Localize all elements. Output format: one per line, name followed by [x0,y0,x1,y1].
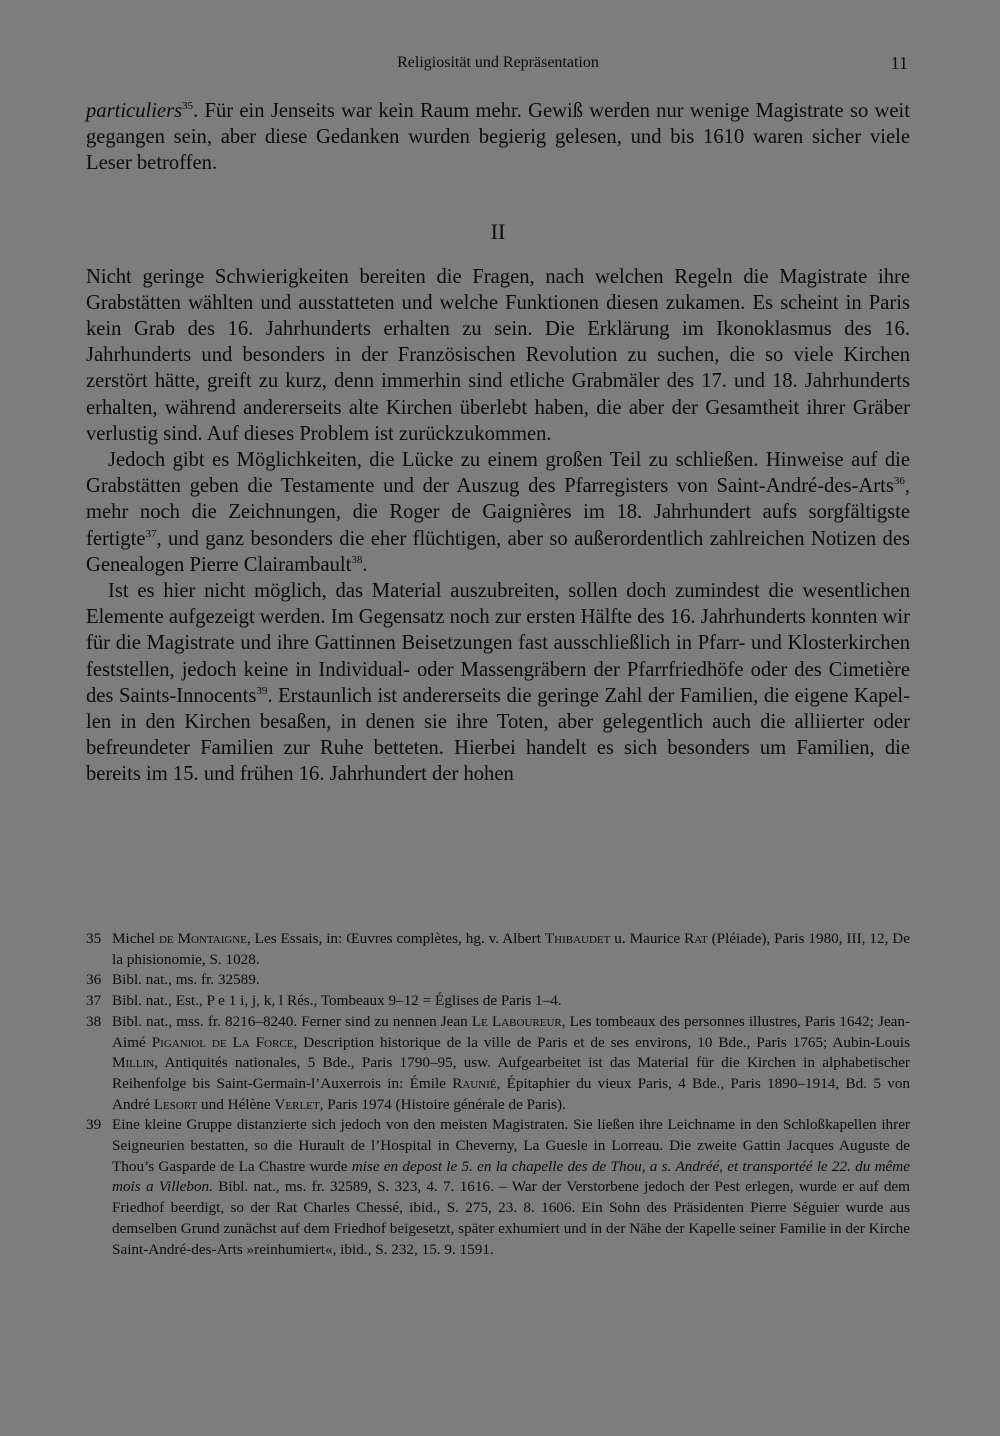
footnote-text-part: u. Maurice [610,930,685,947]
footnote-number: 39 [86,1116,102,1134]
footnote-text [112,1012,910,1116]
author-name: Raunié [452,1074,497,1092]
footnote-text [112,929,910,970]
footnote-text-part: (Pléiade), Paris 1980, III, 12, De la phisionomie, S. 1028. [112,930,910,968]
footnote-number: 37 [86,992,102,1010]
author-name: de Montaigne [158,930,247,947]
author-name: Le Laboureur [471,1012,562,1030]
footnote-number: 35 [86,930,102,947]
footnote-number: 36 [86,971,102,989]
paragraph-3-text: , mehr noch die Zeichnungen, die Roger de Gaignières im 18. Jahrhundert aufs sorgfältigste fertigte [86,475,910,550]
quoted-source-italic: mise en depost le 5. en la chapelle des de Thou, a s. Andréé, et transportéé le 22. du même mois a Villebon. [112,1157,910,1196]
footnote-text-part: , Paris 1974 (Histoire générale de Paris). [319,1095,566,1113]
paragraph-4-text: Ist es hier nicht möglich, das Material auszubreiten, sollen doch zumindest die wesentlichen Elemente aufgezeigt werden. Im Gegensatz noch zur ersten Hälfte des 16. Jahrhunderts konnten wir für die Magistrate und ihre Gattinnen Beisetzungen fast ausschließlich in Pfarr- und Klosterkirchen feststellen, jedoch keine in Individual- oder Massengräbern der Pfarrfriedhöfe oder des Cimetière des Saints-Innocents [86,580,911,707]
footnote-text-part: Bibl. nat., mss. fr. 8216–8240. Ferner sind zu nennen Jean [112,1012,472,1030]
running-title: Religiosität und Repräsentation [397,54,599,71]
footnote-text-part: Bibl. nat., ms. fr. 32589, S. 323, 4. 7. 1616. – War der Verstorbene jedoch der Pest erlegen, wurde er auf dem Friedhof beerdigt, so der Rat Charles Chessé, ibid., S. 275, 23. 8. 1606. Ein Sohn des Präsidenten Pierre Séguier wurde aus demselben Grund zunächst auf dem Friedhof beigesetzt, später exhumiert und in der Nähe der Kapelle seiner Familie in der Kirche Saint-André-des-Arts »reinhumiert«, ibid., S. 232, 15. 9. 1591. [112,1178,910,1258]
paragraph-1 [86,98,910,177]
footnote-text: Bibl. nat., ms. fr. 32589. [112,971,260,989]
paragraph-1-text: . Für ein Jenseits war kein Raum mehr. Gewiß werden nur wenige Magistrate so weit gegangen sein, aber diese Gedanken wurden begierig gelesen, und bis 1610 waren sicher viele Leser betroffen. [86,100,910,175]
footnote-36 [86,970,910,991]
footnote-text-part: , Les Essais, in: Œuvres complètes, hg. v. Albert [246,930,545,947]
paragraph-3-text: , und ganz besonders die eher flüchtigen, aber so außerordentlich zahlreichen Notizen des Genealogen Pierre Clairambault [86,527,910,576]
author-name: Verlet [274,1095,320,1113]
paragraph-2: Nicht geringe Schwierigkeiten bereiten die Fragen, nach welchen Regeln die Magistrate ihre Grabstätten wählten und ausstatteten und welche Funktionen diesen zukamen. Es scheint in Paris kein Grab des 16. Jahrhunderts erhalten zu sein. Die Erklärung im Ikonoklasmus des 16. Jahrhunderts und besonders in der Französischen Revolution zu suchen, die so viele Kirchen zerstört hätte, greift zu kurz, denn immerhin sind etliche Grabmäler des 17. und 18. Jahrhunderts erhalten, während andererseits alte Kirchen überlebt haben, die aber der Gesamtheit ihrer Gräber verlustig sind. Auf dieses Problem ist zurückzukommen. [86,265,910,445]
footnote-ref-39[interactable]: 39 [256,684,268,697]
footnote-number: 38 [86,1012,102,1030]
footnote-text-part: und Hélène [197,1095,275,1113]
main-text [86,98,910,788]
footnote-text: Bibl. nat., Est., P e 1 i, j, k, l Rés., Tombeaux 9–12 = Églises de Paris 1–4. [112,992,562,1010]
author-name: Lesort [153,1095,198,1113]
footnote-35 [86,929,910,970]
paragraph-3 [86,447,910,578]
section-heading: II [490,218,506,244]
footnote-38 [86,1012,910,1116]
footnote-text-part: Eine kleine Gruppe distanzierte sich jedoch von den meisten Magistraten. Sie ließen ihre Leichname in den Schloßkapellen ihrer Seigneurien bestatten, so die Hurault de l’Hospital in Cheverny, La Guesle in Lorreau. Die zweite Gattin Jacques Auguste de Thou’s Gasparde de La Chastre wurde [112,1116,910,1175]
footnote-ref-35[interactable]: 35 [182,100,194,112]
footnote-text-part: Michel [112,930,159,947]
footnote-37 [86,991,910,1012]
paragraph-3-text: Jedoch gibt es Möglichkeiten, die Lücke zu einem großen Teil zu schließen. Hinweise auf die Grabstätten geben die Testamente und der Auszug des Pfarregisters von Saint-André-des-Arts [86,449,910,498]
footnote-39 [86,1115,910,1260]
footnote-text-part: , Antiquités nationales, 5 Bde., Paris 1790–95, usw. Aufgearbeitet ist das Material für die Kirchen in alphabetischer Reihenfolge bis Saint-Germain-l’Auxerrois in: Émile [112,1054,910,1092]
italic-word: particuliers [86,100,183,122]
footnote-ref-37[interactable]: 37 [145,527,157,540]
footnote-ref-36[interactable]: 36 [893,475,905,488]
footnote-ref-38[interactable]: 38 [351,553,363,566]
paragraph-4 [86,578,910,788]
footnote-text [112,1115,910,1260]
footnotes [86,929,910,1260]
footnote-text-part: , Les tombeaux des personnes illustres, Paris 1642; Jean-Aimé [112,1012,911,1051]
author-name: Piganiol de La Force [151,1033,294,1051]
author-name: Rat [684,930,708,947]
paragraph-4-text: . Erstaunlich ist andererseits die geringe Zahl der Familien, die eigene Kapellen in den Kirchen besaßen, in denen sie ihre Toten, aber gelegentlich auch die alliierter oder befreundeter Familien zur Ruhe betteten. Hierbei handelt es sich besonders um Familien, die bereits im 15. und frühen 16. Jahrhundert der hohen [86,684,910,786]
footnote-text-part: , Épitaphier du vieux Paris, 4 Bde., Paris 1890–1914, Bd. 5 von André [112,1074,911,1113]
footnote-text-part: , Description historique de la ville de Paris et de ses environs, 10 Bde., Paris 1765; Aubin-Louis [293,1033,910,1051]
author-name: Thibaudet [544,930,611,947]
author-name: Millin [112,1054,155,1072]
paragraph-3-text: . [362,553,368,576]
page-number: 11 [890,53,908,73]
running-head [86,50,910,76]
